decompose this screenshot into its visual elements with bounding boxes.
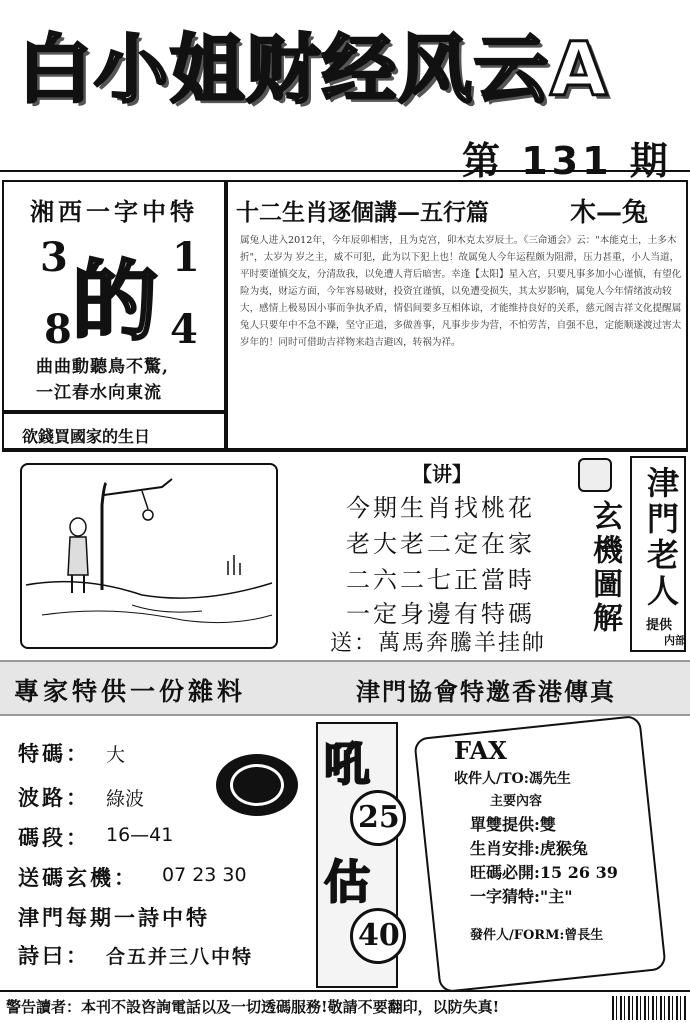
jiang-line: 二六二七正當時 (346, 566, 535, 594)
detail-label: 碼段： (18, 825, 90, 850)
banner-left: 專家特供一份雜料 (14, 677, 247, 706)
detail-value: 綠波 (106, 788, 145, 810)
detail-value: 07 23 30 (162, 864, 247, 886)
forecast-title: 湘西一字中特 (30, 197, 198, 226)
emblem-icon (216, 754, 298, 816)
banner-right: 津門協會特邀香港傳真 (356, 678, 616, 706)
jiang-send-line: 送：萬馬奔騰羊挂帥 (330, 631, 547, 656)
fax-recipient: 收件人/TO:馮先生 (454, 771, 571, 787)
fax-subtitle: 主要內容 (490, 794, 543, 809)
forecast-number: 3 (40, 234, 68, 281)
lantern-icon (578, 458, 612, 492)
money-line: 欲錢買國家的生日 (22, 427, 151, 446)
detail-label: 津門每期一詩中特 (18, 905, 210, 930)
forecast-number: 8 (44, 306, 72, 353)
detail-value: 合五并三八中特 (106, 946, 254, 968)
jiang-line: 今期生肖找桃花 (346, 494, 535, 522)
zodiac-paragraph: 属兔人进入2012年，今年辰卯相害，且为克宫，卯木克太岁辰土。《三命通会》云："本能克土，土多木折"，太岁为 岁之主，威不可犯，此为以下犯上也！故属兔人今年运程颇为阻滞，压力甚重，小人当道，平时要谨慎交友，分清敌我，以免遭人背后暗害。幸逢【太阳】星入宫，只要凡事多加小心谨慎，有望化险为夷，财运方面，今年容易破财，投资宜谨慎，以免遭受损失，其太岁影响，属兔人今年情绪波动较大，感情上极易因小事而争执矛盾，情侣间要多互相体谅，才能维持良好的关系，慈元阁吉祥文化提醒属兔人只要年中不急不躁，坚守正道，多做善事，凡事步步为营，不怕劳苦，自强不息，定能顺遂渡过害太岁年的！同时可借助吉祥物来趋吉避凶，转祸为祥。 (240, 235, 682, 348)
shout-hou-number: 25 (358, 800, 400, 835)
jiang-heading: 【讲】 (412, 462, 472, 486)
zodiac-element: 木—兔 (570, 198, 649, 228)
tree-figure-drawing (22, 465, 276, 647)
forecast-center-char: 的 (72, 251, 158, 352)
fax-sender: 發件人/FORM:曾長生 (470, 928, 604, 943)
detail-label: 送碼玄機： (18, 865, 138, 890)
detail-label: 詩曰： (18, 943, 90, 968)
fax-title: FAX (454, 736, 507, 765)
xuanji-label: 玄機圖解 (587, 500, 622, 636)
neibu-label: 内部 (664, 634, 686, 647)
detail-value: 大 (106, 744, 126, 766)
shout-gu-number: 40 (358, 918, 400, 953)
shout-gu: 估 (324, 855, 370, 909)
zodiac-title: 十二生肖逐個講—五行篇 (236, 199, 489, 226)
barcode-icon (612, 996, 686, 1020)
forecast-poem-line: 一江春水向東流 (36, 383, 162, 403)
tigong-label: 提供 (646, 618, 673, 633)
forecast-poem-line: 曲曲動聽鳥不驚, (36, 357, 169, 377)
detail-value: 16—41 (106, 824, 174, 846)
masthead-title: 白小姐财经风云A (18, 27, 610, 113)
fax-line: 旺碼必開:15 26 39 (470, 863, 618, 882)
fax-line: 單雙提供:雙 (470, 815, 556, 834)
detail-label: 特碼： (18, 741, 90, 766)
forecast-number: 1 (172, 234, 200, 281)
detail-label: 波路： (18, 785, 90, 810)
issue-number: 第 131 期 (462, 139, 672, 183)
shout-hou: 吼 (324, 737, 370, 791)
jiang-line: 老大老二定在家 (346, 530, 535, 558)
forecast-number: 4 (170, 306, 198, 353)
jinmen-label: 津門老人 (642, 466, 680, 610)
footer-warning: 警告讀者：本刊不設咨詢電話以及一切透碼服務!敬請不要翻印，以防失真! (6, 998, 500, 1016)
fax-line: 生肖安排:虎猴兔 (470, 839, 588, 858)
fax-line: 一字猜特:"主" (470, 887, 573, 906)
riddle-illustration (20, 463, 278, 649)
jiang-line: 一定身邊有特碼 (346, 600, 535, 628)
